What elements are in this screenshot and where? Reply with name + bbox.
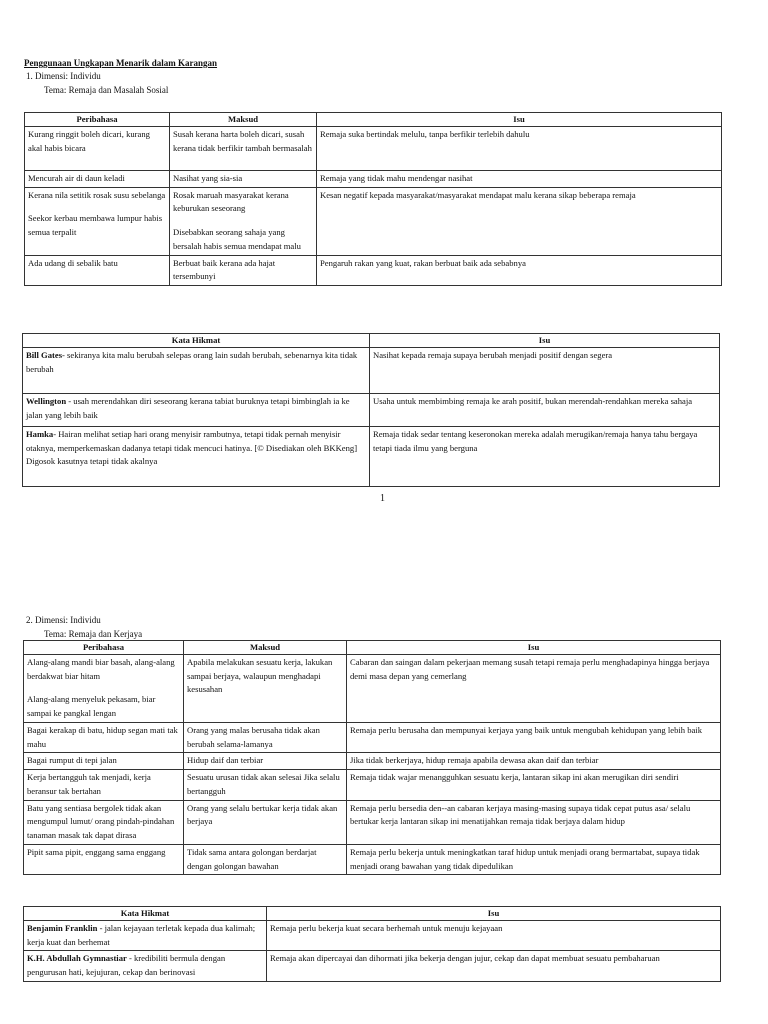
isu-cell: Remaja perlu bersedia den--an cabaran kerjaya masing-masing supaya tidak cepat putus asa/ selalu bertukar kerja lantaran sikap ini menatijahkan remaja tidak berjaya dalam hidup xyxy=(347,800,721,844)
quote-author: K.H. Abdullah Gymnastiar xyxy=(27,953,127,964)
col-header: Isu xyxy=(347,641,721,655)
quote-cell xyxy=(24,951,267,982)
peribahasa-cell: Bagai rumput di tepi jalan xyxy=(24,753,184,770)
maksud-cell: Orang yang malas berusaha tidak akan berubah selama-lamanya xyxy=(184,722,347,753)
isu-cell: Usaha untuk membimbing remaja ke arah positif, bukan merendah-rendahkan mereka sahaja xyxy=(370,393,720,426)
dimension-1: 1. Dimensi: Individu xyxy=(26,71,101,81)
peribahasa-text: Kerana nila setitik rosak susu sebelanga xyxy=(28,189,166,200)
maksud-cell: Apabila melakukan sesuatu kerja, lakukan sampai berjaya, walaupun menghadapi kesusahan xyxy=(184,654,347,722)
theme-1: Tema: Remaja dan Masalah Sosial xyxy=(44,85,169,95)
isu-cell: Remaja perlu berusaha dan mempunyai kerjaya yang baik untuk mengubah kehidupan yang lebih baik xyxy=(347,722,721,753)
peribahasa-cell: Mencurah air di daun keladi xyxy=(25,170,170,187)
table-row xyxy=(24,951,721,982)
isu-cell: Remaja tidak wajar menangguhkan sesuatu kerja, lantaran sikap ini akan merugikan diri sendiri xyxy=(347,770,721,801)
quote-cell xyxy=(24,920,267,951)
col-header: Kata Hikmat xyxy=(24,907,267,921)
table-row xyxy=(25,170,722,187)
isu-cell: Nasihat kepada remaja supaya berubah menjadi positif dengan segera xyxy=(370,347,720,393)
table-row xyxy=(24,753,721,770)
isu-cell: Cabaran dan saingan dalam pekerjaan memang susah tetapi remaja perlu menghadapinya hingga berjaya demi masa depan yang cemerlang xyxy=(347,654,721,722)
hikmat-table-1 xyxy=(22,333,720,487)
quote-author: Bill Gates xyxy=(26,349,63,360)
peribahasa-cell xyxy=(25,187,170,255)
table-row xyxy=(23,426,720,486)
peribahasa-table-2 xyxy=(23,640,721,875)
maksud-cell: Orang yang selalu bertukar kerja tidak akan berjaya xyxy=(184,800,347,844)
peribahasa-cell xyxy=(24,654,184,722)
table-row xyxy=(24,722,721,753)
table-row xyxy=(24,800,721,844)
peribahasa-cell: Batu yang sentiasa bergolek tidak akan mengumpul lumut/ orang pindah-pindahan tanaman masak tak dapat dirasa xyxy=(24,800,184,844)
isu-cell: Jika tidak berkerjaya, hidup remaja apabila dewasa akan daif dan terbiar xyxy=(347,753,721,770)
maksud-cell: Tidak sama antara golongan berdarjat dengan golongan bawahan xyxy=(184,844,347,875)
quote-text: - usah merendahkan diri seseorang kerana tabiat buruknya tetapi bimbinglah ia ke jalan yang lebih baik xyxy=(26,395,350,420)
col-header: Peribahasa xyxy=(25,113,170,127)
maksud-cell: Susah kerana harta boleh dicari, susah kerana tidak berfikir tambah bermasalah xyxy=(170,126,317,170)
maksud-text: Disebabkan seorang sahaja yang bersalah habis semua mendapat malu xyxy=(173,227,301,251)
quote-author: Hamka xyxy=(26,428,54,439)
quote-cell xyxy=(23,393,370,426)
maksud-cell: Sesuatu urusan tidak akan selesai Jika selalu bertangguh xyxy=(184,770,347,801)
peribahasa-cell: Kurang ringgit boleh dicari, kurang akal habis bicara xyxy=(25,126,170,170)
table-header-row xyxy=(23,334,720,348)
col-header: Maksud xyxy=(170,113,317,127)
isu-cell: Remaja perlu bekerja kuat secara berhemah untuk menuju kejayaan xyxy=(267,920,721,951)
col-header: Maksud xyxy=(184,641,347,655)
col-header: Isu xyxy=(317,113,722,127)
isu-cell: Remaja akan dipercayai dan dihormati jika bekerja dengan jujur, cekap dan dapat membuat sesuatu pembaharuan xyxy=(267,951,721,982)
maksud-cell: Nasihat yang sia-sia xyxy=(170,170,317,187)
peribahasa-table-1 xyxy=(24,112,722,286)
dimension-2: 2. Dimensi: Individu xyxy=(26,615,101,625)
maksud-cell: Hidup daif dan terbiar xyxy=(184,753,347,770)
hikmat-table-2 xyxy=(23,906,721,982)
table-row xyxy=(24,770,721,801)
page-number: 1 xyxy=(380,493,385,504)
isu-cell: Pengaruh rakan yang kuat, rakan berbuat baik ada sebabnya xyxy=(317,255,722,286)
maksud-cell xyxy=(170,187,317,255)
quote-text: - kredibiliti bermula dengan pengurusan hati, kejujuran, cekap dan berinovasi xyxy=(27,953,226,978)
col-header: Isu xyxy=(370,334,720,348)
peribahasa-cell: Kerja bertangguh tak menjadi, kerja beransur tak bertahan xyxy=(24,770,184,801)
table-row xyxy=(23,393,720,426)
peribahasa-cell: Ada udang di sebalik batu xyxy=(25,255,170,286)
quote-text: - sekiranya kita malu berubah selepas orang lain sudah berubah, sebenarnya kita tidak berubah xyxy=(26,349,358,374)
table-row xyxy=(24,920,721,951)
table-row xyxy=(25,126,722,170)
maksud-cell: Berbuat baik kerana ada hajat tersembunyi xyxy=(170,255,317,286)
peribahasa-text: Seekor kerbau membawa lumpur habis semua terpalit xyxy=(28,213,163,238)
table-header-row xyxy=(24,907,721,921)
col-header: Peribahasa xyxy=(24,641,184,655)
peribahasa-text: Alang-alang menyeluk pekasam, biar sampai ke pangkal lengan xyxy=(27,694,156,719)
theme-2: Tema: Remaja dan Kerjaya xyxy=(44,629,143,639)
isu-cell: Remaja perlu bekerja untuk meningkatkan taraf hidup untuk menjadi orang bermartabat, supaya tidak menjadi orang bawahan yang tidak dipedulikan xyxy=(347,844,721,875)
table-header-row xyxy=(25,113,722,127)
maksud-text: Rosak maruah masyarakat kerana keburukan seseorang xyxy=(173,189,289,214)
table-row xyxy=(24,654,721,722)
quote-cell xyxy=(23,426,370,486)
table-row xyxy=(25,255,722,286)
isu-cell: Remaja suka bertindak melulu, tanpa berfikir terlebih dahulu xyxy=(317,126,722,170)
quote-cell xyxy=(23,347,370,393)
table-row xyxy=(23,347,720,393)
isu-cell: Kesan negatif kepada masyarakat/masyarakat mendapat malu kerana sikap beberapa remaja xyxy=(317,187,722,255)
table-row xyxy=(25,187,722,255)
peribahasa-cell: Bagai kerakap di batu, hidup segan mati tak mahu xyxy=(24,722,184,753)
quote-text: - Hairan melihat setiap hari orang menyisir rambutnya, tetapi tidak pernah menyisir otaknya, memperkemaskan dadanya tetapi tidak mencuci hatinya. [© Disediakan oleh BKKeng] Digosok kasutnya tetapi tidak akalnya xyxy=(26,428,358,467)
quote-author: Wellington xyxy=(26,395,67,406)
peribahasa-text: Alang-alang mandi biar basah, alang-alang berdakwat biar hitam xyxy=(27,656,175,681)
page-heading: Penggunaan Ungkapan Menarik dalam Karangan xyxy=(24,58,218,68)
quote-author: Benjamin Franklin xyxy=(27,922,98,933)
table-header-row xyxy=(24,641,721,655)
peribahasa-cell: Pipit sama pipit, enggang sama enggang xyxy=(24,844,184,875)
col-header: Kata Hikmat xyxy=(23,334,370,348)
quote-text: - jalan kejayaan terletak kepada dua kalimah; kerja kuat dan berhemat xyxy=(27,922,256,947)
col-header: Isu xyxy=(267,907,721,921)
isu-cell: Remaja tidak sedar tentang keseronokan mereka adalah merugikan/remaja hanya tahu bergaya tetapi tiada ilmu yang berguna xyxy=(370,426,720,486)
table-row xyxy=(24,844,721,875)
isu-cell: Remaja yang tidak mahu mendengar nasihat xyxy=(317,170,722,187)
